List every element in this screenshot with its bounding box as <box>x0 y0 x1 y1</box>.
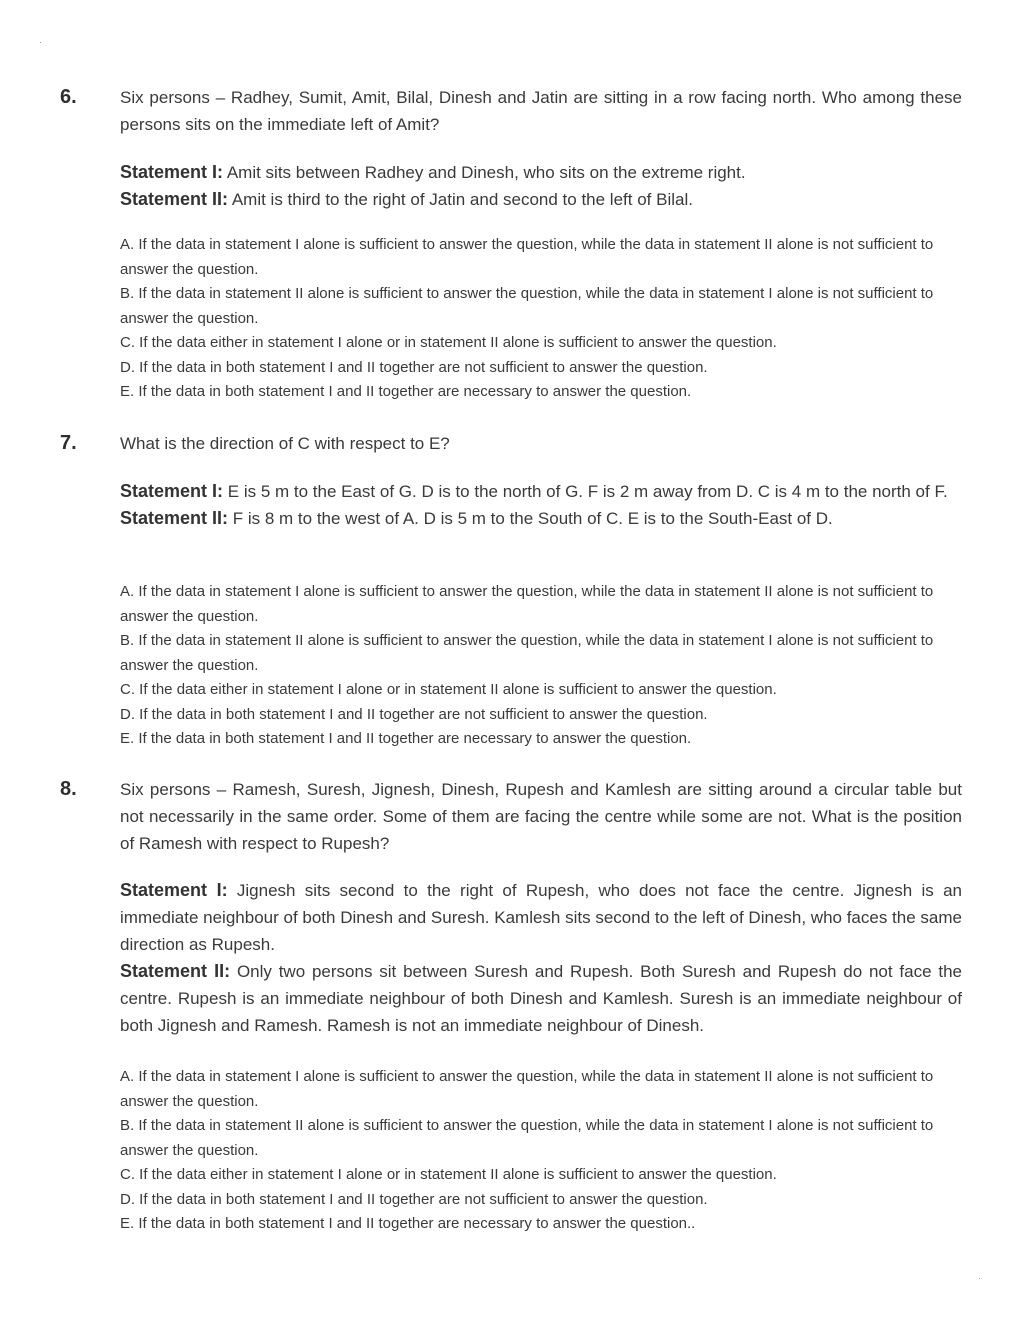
statement-text: Only two persons sit between Suresh and Rupesh. Both Suresh and Rupesh do not face the centre. Rupesh is an immediate neighbour of both Dinesh and Kamlesh. Suresh is an immediate neighbour of both Jignesh and Ramesh. Ramesh is not an immediate neighbour of Dinesh. <box>120 962 962 1035</box>
statement-label: Statement II: <box>120 508 229 528</box>
statements <box>120 877 962 1039</box>
option-d: D. If the data in both statement I and II together are not sufficient to answer the question. <box>120 358 708 376</box>
option-d: D. If the data in both statement I and II together are not sufficient to answer the question. <box>120 705 708 723</box>
option-a: A. If the data in statement I alone is sufficient to answer the question, while the data in statement II alone is not sufficient to answer the question. <box>120 236 934 278</box>
option-d: D. If the data in both statement I and II together are not sufficient to answer the question. <box>120 1190 708 1208</box>
statement-2 <box>120 505 962 532</box>
options <box>120 233 965 405</box>
statement-text: E is 5 m to the East of G. D is to the north of G. F is 2 m away from D. C is 4 m to the north of F. <box>223 482 948 501</box>
option-a: A. If the data in statement I alone is sufficient to answer the question, while the data in statement II alone is not sufficient to answer the question. <box>120 583 934 625</box>
option-e: E. If the data in both statement I and II together are necessary to answer the question. <box>120 383 692 400</box>
option-b: B. If the data in statement II alone is sufficient to answer the question, while the data in statement I alone is not sufficient to answer the question. <box>120 1117 934 1159</box>
statement-1 <box>120 877 962 958</box>
statement-2 <box>120 186 962 213</box>
option-c: C. If the data either in statement I alone or in statement II alone is sufficient to answer the question. <box>120 334 777 351</box>
option-b: B. If the data in statement II alone is sufficient to answer the question, while the data in statement I alone is not sufficient to answer the question. <box>120 632 934 674</box>
statement-label: Statement I: <box>120 880 228 900</box>
statements <box>120 159 962 213</box>
statement-text: Jignesh sits second to the right of Rupesh, who does not face the centre. Jignesh is an immediate neighbour of both Dinesh and Suresh. Kamlesh sits second to the left of Dinesh, who faces the same direction as Rupesh. <box>120 881 962 954</box>
statement-1 <box>120 478 962 505</box>
option-e: E. If the data in both statement I and II together are necessary to answer the question.. <box>120 1215 696 1232</box>
statement-label: Statement I: <box>120 481 224 501</box>
option-a: A. If the data in statement I alone is sufficient to answer the question, while the data in statement II alone is not sufficient to answer the question. <box>120 1068 934 1110</box>
option-c: C. If the data either in statement I alone or in statement II alone is sufficient to answer the question. <box>120 1166 777 1183</box>
statement-1 <box>120 159 962 186</box>
statement-label: Statement I: <box>120 162 224 182</box>
statement-2 <box>120 958 962 1039</box>
question-text: Six persons – Radhey, Sumit, Amit, Bilal, Dinesh and Jatin are sitting in a row facing north. Who among these persons sits on the immediate left of Amit? <box>120 88 962 134</box>
option-e: E. If the data in both statement I and II together are necessary to answer the question. <box>120 730 692 747</box>
statement-label: Statement II: <box>120 961 231 981</box>
statement-text: Amit is third to the right of Jatin and second to the left of Bilal. <box>228 190 693 209</box>
option-c: C. If the data either in statement I alone or in statement II alone is sufficient to answer the question. <box>120 681 777 698</box>
statements <box>120 478 962 532</box>
question-number: 7. <box>60 432 77 454</box>
page-mark <box>40 42 41 43</box>
statement-text: Amit sits between Radhey and Dinesh, who sits on the extreme right. <box>223 163 746 182</box>
page-mark <box>979 1278 980 1279</box>
question-number: 8. <box>60 778 77 800</box>
question-text: Six persons – Ramesh, Suresh, Jignesh, Dinesh, Rupesh and Kamlesh are sitting around a circular table but not necessarily in the same order. Some of them are facing the centre while some are not. What is the position of Ramesh with respect to Rupesh? <box>120 780 962 853</box>
option-b: B. If the data in statement II alone is sufficient to answer the question, while the data in statement I alone is not sufficient to answer the question. <box>120 285 934 327</box>
options <box>120 1065 965 1237</box>
question-number: 6. <box>60 86 77 108</box>
question-text: What is the direction of C with respect to E? <box>120 434 450 453</box>
statement-label: Statement II: <box>120 189 229 209</box>
statement-text: F is 8 m to the west of A. D is 5 m to the South of C. E is to the South-East of D. <box>228 509 833 528</box>
options <box>120 580 965 752</box>
